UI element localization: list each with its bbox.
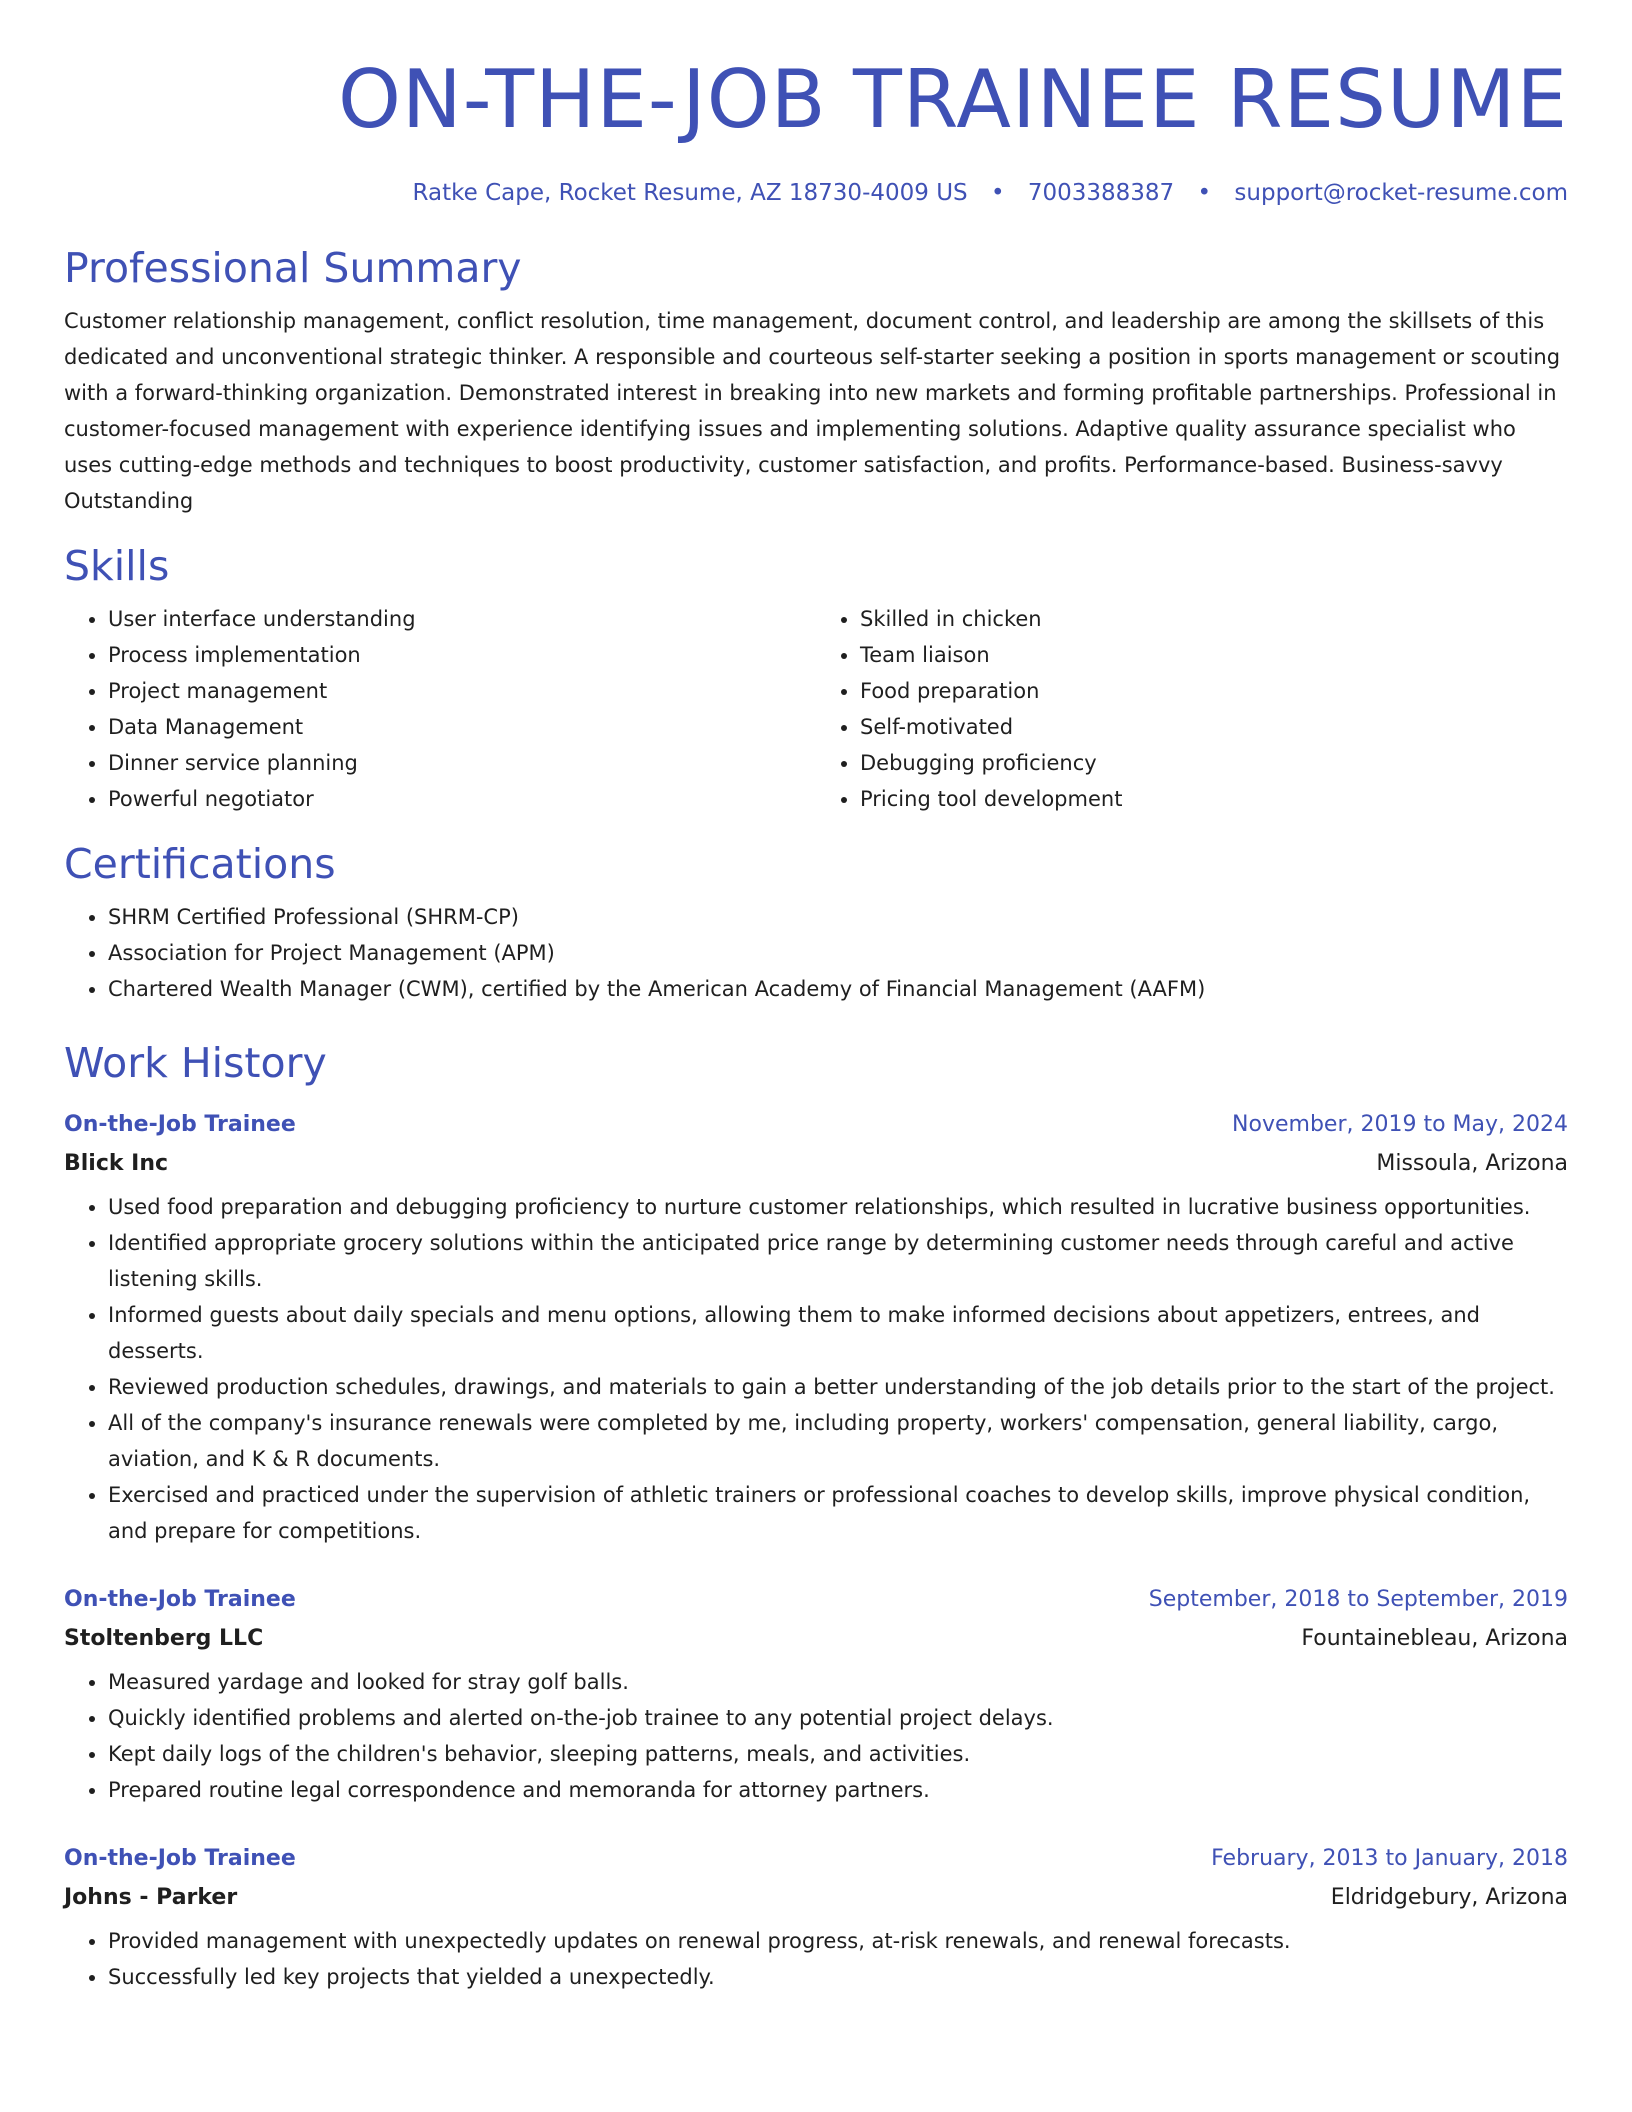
skill-item: • Debugging proficiency: [860, 745, 1568, 781]
certification-item: • Chartered Wealth Manager (CWM), certified by the American Academy of Financial Management (AAFM): [108, 971, 1568, 1007]
job-company: Johns - Parker: [64, 1885, 238, 1910]
work-history-heading: Work History: [64, 1039, 327, 1087]
resume-title: ON-THE-JOB TRAINEE RESUME: [337, 53, 1568, 146]
skills-list: [64, 601, 1568, 817]
job-bullet: • Provided management with unexpectedly updates on renewal progress, at-risk renewals, and renewal forecasts.: [108, 1923, 1568, 1959]
contact-address: Ratke Cape, Rocket Resume, AZ 18730-4009 US: [412, 180, 968, 206]
job-bullet: • Measured yardage and looked for stray golf balls.: [108, 1664, 1568, 1700]
job-title: On-the-Job Trainee: [64, 1112, 296, 1137]
certification-item: • Association for Project Management (APM): [108, 935, 1568, 971]
job-company: Blick Inc: [64, 1151, 169, 1176]
job-bullet: • Quickly identified problems and alerted on-the-job trainee to any potential project delays.: [108, 1700, 1568, 1736]
contact-separator: •: [1197, 180, 1212, 206]
skills-column-left: [64, 601, 816, 817]
skill-item: • Data Management: [108, 709, 816, 745]
skill-item: • Pricing tool development: [860, 781, 1568, 817]
job-bullets: [64, 1664, 1568, 1808]
contact-line: [64, 182, 1568, 205]
summary-text: Customer relationship management, conflict resolution, time management, document control, and leadership are among the skillsets of this dedicated and unconventional strategic thinker. A responsible and courteous self-starter seeking a position in sports management or scouting with a forward-thinking organization. Demonstrated interest in breaking into new markets and forming profitable partnerships. Professional in customer-focused management with experience identifying issues and implementing solutions. Adaptive quality assurance specialist who uses cutting-edge methods and techniques to boost productivity, customer satisfaction, and profits. Performance-based. Business-savvy Outstanding: [64, 309, 1561, 513]
contact-separator: •: [990, 180, 1005, 206]
job-company: Stoltenberg LLC: [64, 1626, 264, 1651]
job-bullet: • Prepared routine legal correspondence and memoranda for attorney partners.: [108, 1772, 1568, 1808]
skill-item: • Self-motivated: [860, 709, 1568, 745]
job-bullet: • Informed guests about daily specials and menu options, allowing them to make informed decisions about appetizers, entrees, and desserts.: [108, 1297, 1568, 1369]
job-bullet: • Identified appropriate grocery solutions within the anticipated price range by determining customer needs through careful and active listening skills.: [108, 1225, 1568, 1297]
skill-item: • Process implementation: [108, 637, 816, 673]
job-title: On-the-Job Trainee: [64, 1587, 296, 1612]
job-entry: [64, 1848, 1568, 1995]
contact-phone: 7003388387: [1027, 180, 1175, 206]
job-title: On-the-Job Trainee: [64, 1846, 296, 1871]
skill-item: • Powerful negotiator: [108, 781, 816, 817]
contact-email: support@rocket-resume.com: [1234, 180, 1568, 206]
certifications-heading: Certifications: [64, 840, 336, 888]
job-entry: [64, 1114, 1568, 1549]
skill-item: • Skilled in chicken: [860, 601, 1568, 637]
job-bullet: • Successfully led key projects that yielded a unexpectedly.: [108, 1959, 1568, 1995]
job-location: Missoula, Arizona: [1376, 1151, 1568, 1176]
skills-column-right: [816, 601, 1568, 817]
job-bullets: [64, 1189, 1568, 1549]
summary-heading: Professional Summary: [64, 244, 522, 292]
certifications-list: [64, 899, 1568, 1007]
job-bullet: • Kept daily logs of the children's behavior, sleeping patterns, meals, and activities.: [108, 1736, 1568, 1772]
skill-item: • Team liaison: [860, 637, 1568, 673]
job-bullet: • All of the company's insurance renewals were completed by me, including property, workers' compensation, general liability, cargo, aviation, and K & R documents.: [108, 1405, 1568, 1477]
certification-item: • SHRM Certified Professional (SHRM-CP): [108, 899, 1568, 935]
job-bullets: [64, 1923, 1568, 1995]
job-dates: September, 2018 to September, 2019: [1148, 1587, 1568, 1612]
skill-item: • Project management: [108, 673, 816, 709]
job-entry: [64, 1589, 1568, 1808]
job-bullet: • Used food preparation and debugging proficiency to nurture customer relationships, which resulted in lucrative business opportunities.: [108, 1189, 1568, 1225]
job-dates: November, 2019 to May, 2024: [1232, 1112, 1568, 1137]
skill-item: • Dinner service planning: [108, 745, 816, 781]
skills-heading: Skills: [64, 542, 170, 590]
skill-item: • User interface understanding: [108, 601, 816, 637]
job-bullet: • Reviewed production schedules, drawings, and materials to gain a better understanding of the job details prior to the start of the project.: [108, 1369, 1568, 1405]
job-location: Fountainebleau, Arizona: [1301, 1626, 1568, 1651]
skill-item: • Food preparation: [860, 673, 1568, 709]
job-location: Eldridgebury, Arizona: [1330, 1885, 1568, 1910]
job-dates: February, 2013 to January, 2018: [1211, 1846, 1568, 1871]
job-bullet: • Exercised and practiced under the supervision of athletic trainers or professional coaches to develop skills, improve physical condition, and prepare for competitions.: [108, 1477, 1568, 1549]
